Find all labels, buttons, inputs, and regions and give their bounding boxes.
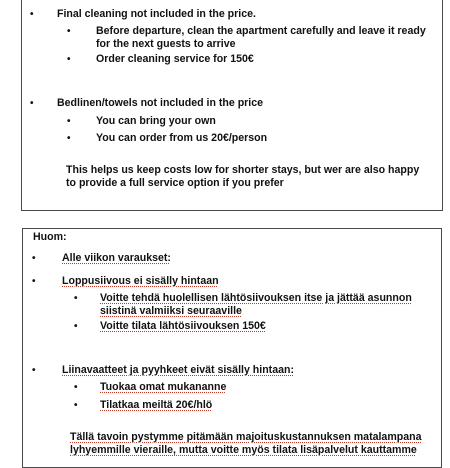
linen-label: Liinavaatteet ja pyyhkeet eivät sisälly hintaan: [62,364,294,376]
english-note: This helps us keep costs low for shorter stays, but wer are also happy to provide a full service option if you prefer [66,164,420,189]
final-cleaning-order-label: Voitte tilata lähtösiivouksen 150€ [100,320,266,332]
bedlinen-subitem-order: You can order from us 20€/person [96,132,268,144]
linen-order-label: Tilatkaa meiltä 20€/hlö [100,399,213,411]
finnish-note-line1-text: Tällä tavoin pystymme pitämään majoituskustannuksen matalampana [70,431,422,443]
finnish-note-line2-text: lyhyemmille vieraille, mutta voitte myös tilata lisäpalvelut kauttamme [70,444,417,456]
short-stay-label: Alle viikon varaukset: [62,252,171,264]
final-cleaning-subitem-order [100,320,266,333]
finnish-note-line2 [70,444,417,457]
bullet: • [74,321,78,332]
bullet: • [30,9,34,20]
final-cleaning-self-label: Voitte tehdä huolellisen lähtösiivouksen itse ja jättää asunnon siistinä valmiiksi seuraaville [100,292,412,317]
final-cleaning-subitem-self [100,292,418,318]
bedlinen-item: Bedlinen/towels not included in the price [57,97,264,109]
bullet: • [32,276,36,287]
bullet: • [32,253,36,264]
bullet: • [67,54,71,65]
short-stay-item [62,252,171,265]
bullet: • [74,400,78,411]
bullet: • [32,365,36,376]
cleaning-subitem-order: Order cleaning service for 150€ [96,53,254,65]
cleaning-subitem-self: Before departure, clean the apartment carefully and leave it ready for the next guests to arrive [96,25,426,50]
bullet: • [67,133,71,144]
bullet: • [74,293,78,304]
bullet: • [30,98,34,109]
bullet: • [74,382,78,393]
linen-subitem-own [100,381,226,394]
linen-item [62,364,294,377]
bedlinen-subitem-own: You can bring your own [96,115,216,127]
final-cleaning-label: Loppusiivous ei sisälly hintaan [62,275,219,287]
bullet: • [67,116,71,127]
finnish-heading: Huom: [33,231,67,243]
final-cleaning-item [62,275,219,288]
finnish-note-line1 [70,431,421,444]
cleaning-item: Final cleaning not included in the price. [57,8,256,20]
linen-subitem-order [100,399,212,412]
linen-own-label: Tuokaa omat mukananne [100,381,227,393]
bullet: • [67,26,71,37]
